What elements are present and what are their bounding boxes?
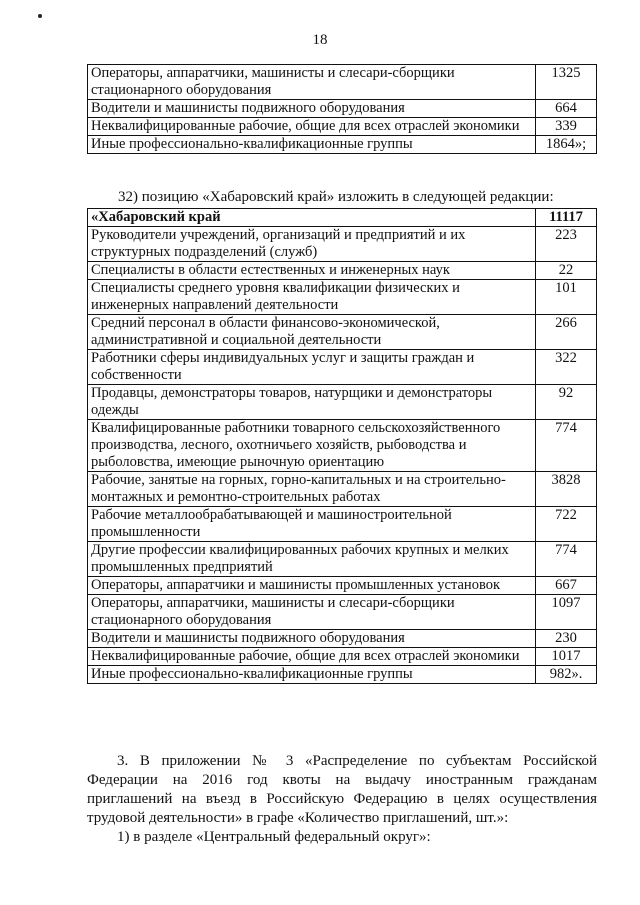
table-row [88, 666, 597, 684]
table-row [88, 315, 597, 350]
occupation-group: Работники сферы индивидуальных услуг и защиты граждан и собственности [88, 350, 536, 385]
table-row [88, 420, 597, 472]
occupation-group: Иные профессионально-квалификационные группы [88, 666, 536, 684]
quota-value: 322 [536, 350, 597, 385]
table-row [88, 385, 597, 420]
quota-value: 92 [536, 385, 597, 420]
quota-value: 982». [536, 666, 597, 684]
occupation-group: Неквалифицированные рабочие, общие для всех отраслей экономики [88, 648, 536, 666]
occupation-group: Операторы, аппаратчики, машинисты и слесари-сборщики стационарного оборудования [88, 65, 536, 100]
occupation-group: Квалифицированные работники товарного сельскохозяйственного производства, лесного, охотничьего хозяйств, рыбоводства и рыболовства, имеющие рыночную ориентацию [88, 420, 536, 472]
quota-value: 722 [536, 507, 597, 542]
table-row [88, 65, 597, 100]
table-row [88, 542, 597, 577]
khabarovsk-quota-table-body [88, 209, 597, 684]
quota-value: 3828 [536, 472, 597, 507]
quota-value: 1864»; [536, 136, 597, 154]
occupation-group: Продавцы, демонстраторы товаров, натурщики и демонстраторы одежды [88, 385, 536, 420]
table-row [88, 648, 597, 666]
occupation-group: Рабочие металлообрабатывающей и машиностроительной промышленности [88, 507, 536, 542]
quota-value: 664 [536, 100, 597, 118]
occupation-group: Операторы, аппаратчики и машинисты промышленных установок [88, 577, 536, 595]
table-row [88, 280, 597, 315]
table-row [88, 472, 597, 507]
page-number: 18 [312, 32, 328, 48]
quota-value: 101 [536, 280, 597, 315]
occupation-group: Рабочие, занятые на горных, горно-капитальных и на строительно-монтажных и ремонтно-строительных работах [88, 472, 536, 507]
paragraph-3: 3. В приложении № 3 «Распределение по субъектам Российской Федерации на 2016 год квоты на выдачу иностранным гражданам приглашений на въезд в Российскую Федерацию в целях осуществления трудовой деятельности» в графе «Количество приглашений, шт.»: [87, 753, 597, 826]
scan-mark [38, 14, 42, 18]
quota-value: 266 [536, 315, 597, 350]
region-total: 11117 [536, 209, 597, 227]
table-row [88, 630, 597, 648]
table-row [88, 350, 597, 385]
occupation-group: Водители и машинисты подвижного оборудования [88, 630, 536, 648]
table-row [88, 507, 597, 542]
occupation-group: Водители и машинисты подвижного оборудования [88, 100, 536, 118]
table-row [88, 118, 597, 136]
table-row [88, 595, 597, 630]
quota-value: 22 [536, 262, 597, 280]
occupation-group: Средний персонал в области финансово-экономической, административной и социальной деятельности [88, 315, 536, 350]
quota-value: 339 [536, 118, 597, 136]
occupation-group: Операторы, аппаратчики, машинисты и слесари-сборщики стационарного оборудования [88, 595, 536, 630]
quota-value: 1017 [536, 648, 597, 666]
table-row [88, 136, 597, 154]
quota-value: 774 [536, 542, 597, 577]
table-row [88, 577, 597, 595]
quota-table-continued [87, 64, 597, 154]
quota-value: 774 [536, 420, 597, 472]
khabarovsk-quota-table [87, 208, 597, 684]
subparagraph-1: 1) в разделе «Центральный федеральный округ»: [117, 829, 431, 845]
quota-value: 1325 [536, 65, 597, 100]
occupation-group: Руководители учреждений, организаций и предприятий и их структурных подразделений (служб) [88, 227, 536, 262]
table-row [88, 262, 597, 280]
amendment-intro: 32) позицию «Хабаровский край» изложить в следующей редакции: [118, 189, 554, 205]
region-name: «Хабаровский край [88, 209, 536, 227]
quota-value: 223 [536, 227, 597, 262]
quota-value: 230 [536, 630, 597, 648]
quota-table-continued-body [88, 65, 597, 154]
occupation-group: Иные профессионально-квалификационные группы [88, 136, 536, 154]
table-row [88, 100, 597, 118]
quota-value: 667 [536, 577, 597, 595]
region-header-row [88, 209, 597, 227]
occupation-group: Неквалифицированные рабочие, общие для всех отраслей экономики [88, 118, 536, 136]
occupation-group: Другие профессии квалифицированных рабочих крупных и мелких промышленных предприятий [88, 542, 536, 577]
quota-value: 1097 [536, 595, 597, 630]
occupation-group: Специалисты в области естественных и инженерных наук [88, 262, 536, 280]
table-row [88, 227, 597, 262]
occupation-group: Специалисты среднего уровня квалификации физических и инженерных направлений деятельности [88, 280, 536, 315]
